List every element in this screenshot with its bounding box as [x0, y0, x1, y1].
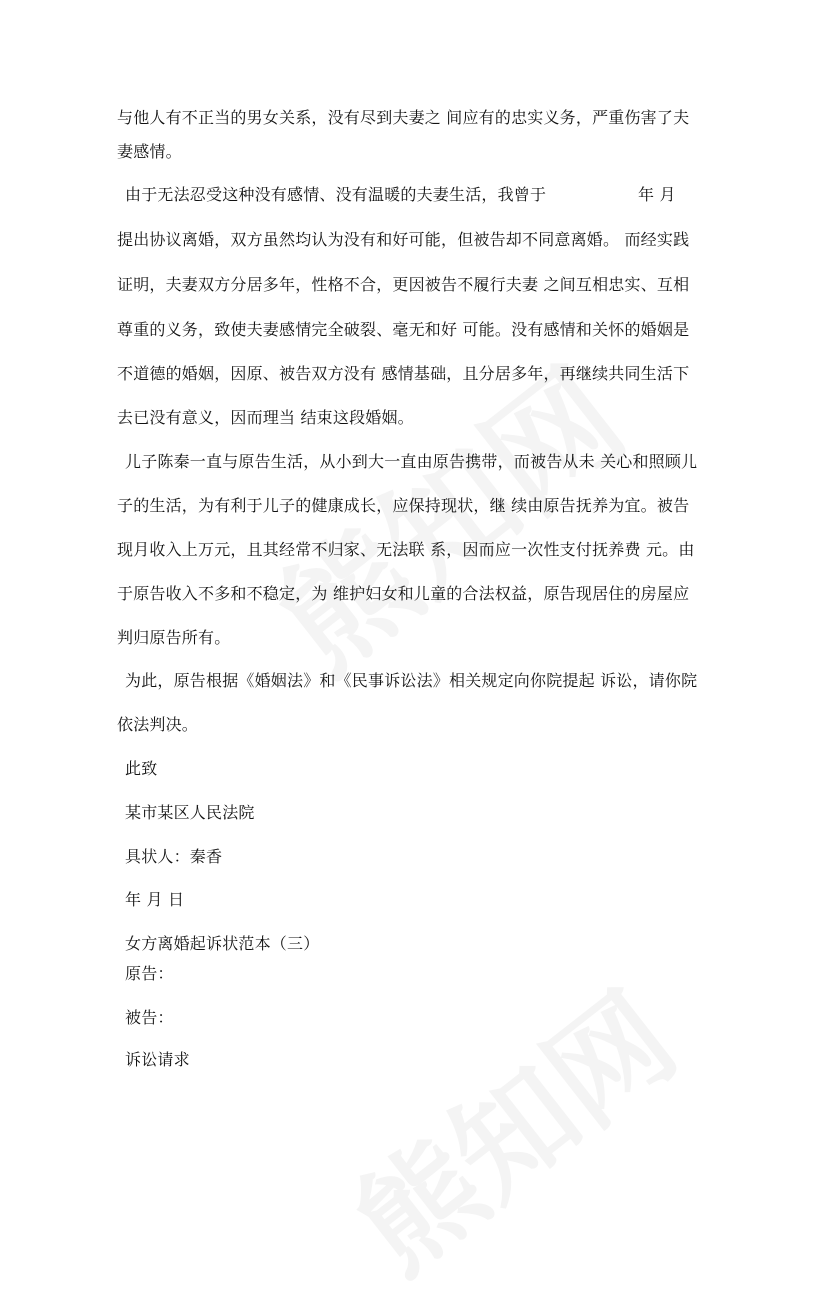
date-blank: 年 月 日 [125, 890, 185, 909]
closing-salutation: 此致 [125, 759, 158, 778]
date-blank-year-month: 年 月 [638, 185, 676, 204]
paragraph-line: 为此，原告根据《婚姻法》和《民事诉讼法》相关规定向你院提起 诉讼，请你院 [125, 671, 698, 690]
paragraph-line: 现月收入上万元，且其经常不归家、无法联 系，因而应一次性支付抚养费 元。由 [117, 540, 695, 559]
claims-heading: 诉讼请求 [125, 1050, 190, 1069]
paragraph-line: 不道德的婚姻，因原、被告双方没有 感情基础，且分居多年，再继续共同生活下 [117, 364, 690, 383]
section-title: 女方离婚起诉状范本（三） [125, 934, 320, 953]
paragraph-line: 于原告收入不多和不稳定，为 维护妇女和儿童的合法权益，原告现居住的房屋应 [117, 584, 690, 603]
paragraph-line: 子的生活，为有利于儿子的健康成长，应保持现状，继 续由原告抚养为宜。被告 [117, 496, 690, 515]
paragraph-line: 与他人有不正当的男女关系，没有尽到夫妻之 间应有的忠实义务，严重伤害了夫 [117, 108, 690, 127]
paragraph-line: 由于无法忍受这种没有感情、没有温暖的夫妻生活，我曾于 [125, 185, 547, 204]
paragraph-line: 证明，夫妻双方分居多年，性格不合，更因被告不履行夫妻 之间互相忠实、互相 [117, 275, 690, 294]
plaintiff-label: 原告： [125, 964, 174, 983]
defendant-label: 被告： [125, 1008, 174, 1027]
paragraph-line: 尊重的义务，致使夫妻感情完全破裂、毫无和好 可能。没有感情和关怀的婚姻是 [117, 320, 690, 339]
paragraph-line: 判归原告所有。 [117, 628, 231, 647]
paragraph-line: 依法判决。 [117, 715, 199, 734]
paragraph-line: 妻感情。 [117, 142, 182, 161]
court-name: 某市某区人民法院 [125, 803, 255, 822]
paragraph-line: 提出协议离婚，双方虽然均认为没有和好可能，但被告却不同意离婚。 而经实践 [117, 230, 690, 249]
plaintiff-signature: 具状人：秦香 [125, 847, 223, 866]
paragraph-line: 儿子陈秦一直与原告生活，从小到大一直由原告携带，而被告从未 关心和照顾儿 [125, 452, 698, 471]
paragraph-line: 去已没有意义，因而理当 结束这段婚姻。 [117, 408, 414, 427]
watermark-text [315, 947, 705, 1304]
